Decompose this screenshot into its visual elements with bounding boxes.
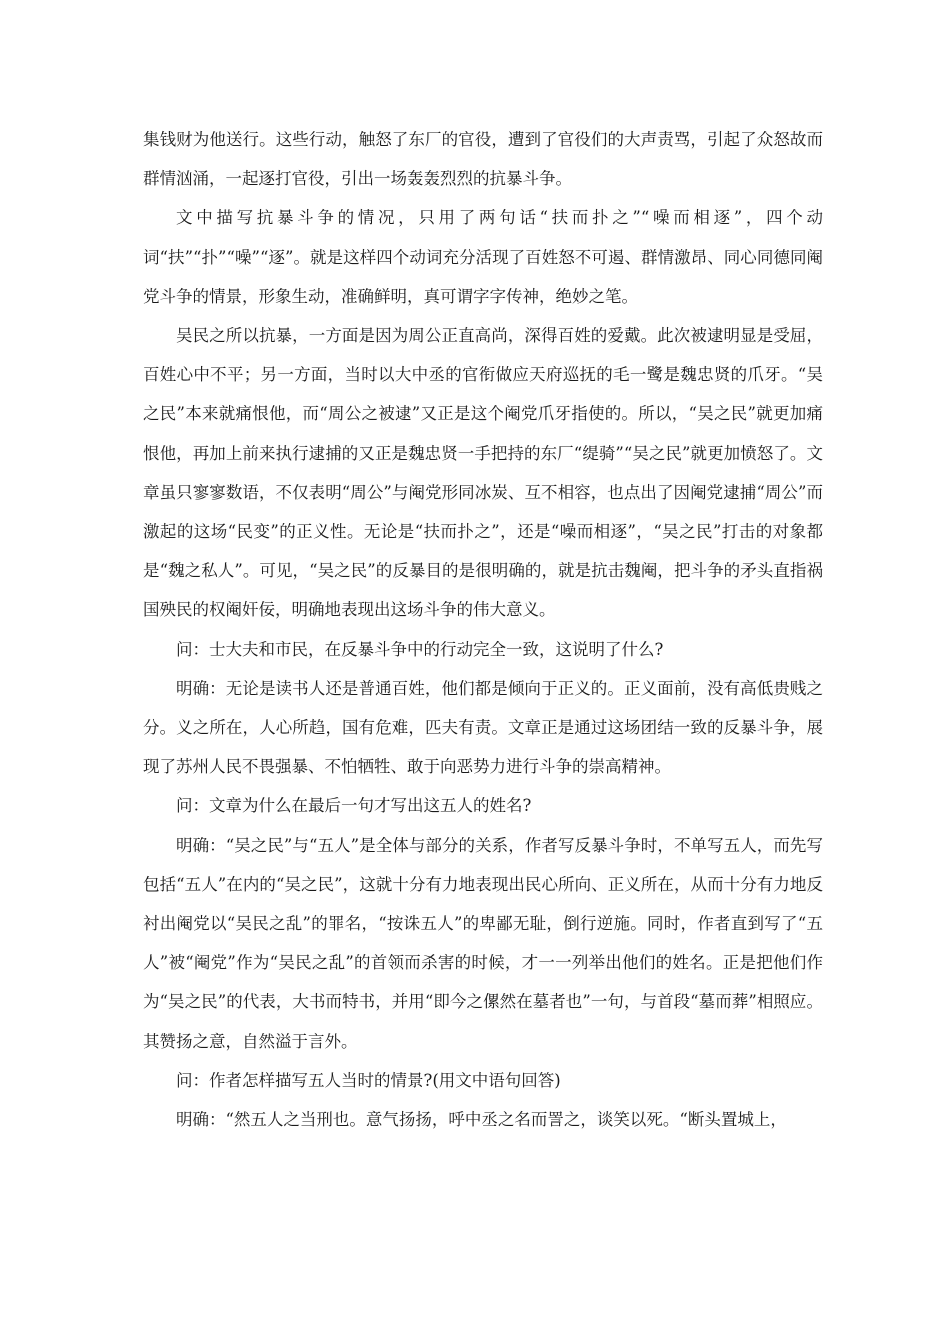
answer-execution-scene: 明确：“然五人之当刑也。意气扬扬，呼中丞之名而詈之，谈笑以死。“断头置城上， (176, 1110, 787, 1130)
paragraph-four-verbs: 文中描写抗暴斗争的情况，只用了两句话“扶而扑之”“噪而相逐”，四个动词“扶”“扑”“噪”“逐”。就是这样四个动词充分活现了百姓怒不可遏、群情激昂、同心同德同阉党斗争的情景，形象生动，准确鲜明，真可谓字字传神，绝妙之笔。 (143, 208, 823, 306)
question-names-at-end: 问：文章为什么在最后一句才写出这五人的姓名? (176, 796, 532, 816)
question-execution-scene: 问：作者怎样描写五人当时的情景?(用文中语句回答) (176, 1070, 561, 1090)
paragraph-reasons-for-resistance: 吴民之所以抗暴，一方面是因为周公正直高尚，深得百姓的爱戴。此次被逮明显是受屈，百姓心中不平；另一方面，当时以大中丞的官衔做应天府巡抚的毛一鹭是魏忠贤的爪牙。“吴之民”本来就痛恨他，而“周公之被逮”又正是这个阉党爪牙指使的。所以，“吴之民”就更加痛恨他，再加上前来执行逮捕的又正是魏忠贤一手把持的东厂“缇骑”“吴之民”就更加愤怒了。文章虽只寥寥数语，不仅表明“周公”与阉党形同冰炭、互不相容，也点出了因阉党逮捕“周公”而激起的这场“民变”的正义性。无论是“扶而扑之”，还是“噪而相逐”，“吴之民”打击的对象都是“魏之私人”。可见，“吴之民”的反暴目的是很明确的，就是抗击魏阉，把斗争的矛头直指祸国殃民的权阉奸佞，明确地表现出这场斗争的伟大意义。 (143, 326, 823, 620)
question-scholars-and-citizens: 问：士大夫和市民，在反暴斗争中的行动完全一致，这说明了什么? (176, 639, 664, 659)
paragraph-continued-farewell: 集钱财为他送行。这些行动，触怒了东厂的官役，遭到了官役们的大声责骂，引起了众怒故而群情汹涌，一起逐打官役，引出一场轰轰烈烈的抗暴斗争。 (143, 130, 823, 189)
answer-scholars-and-citizens: 明确：无论是读书人还是普通百姓，他们都是倾向于正义的。正义面前，没有高低贵贱之分。义之所在，人心所趋，国有危难，匹夫有责。文章正是通过这场团结一致的反暴斗争，展现了苏州人民不畏强暴、不怕牺牲、敢于向恶势力进行斗争的崇高精神。 (143, 678, 823, 777)
document-body (143, 120, 823, 1139)
answer-names-at-end: 明确：“吴之民”与“五人”是全体与部分的关系，作者写反暴斗争时，不单写五人，而先写包括“五人”在内的“吴之民”，这就十分有力地表现出民心所向、正义所在，从而十分有力地反衬出阉党以“吴民之乱”的罪名，“按诛五人”的卑鄙无耻，倒行逆施。同时，作者直到写了“五人”被“阉党”作为“吴民之乱”的首领而杀害的时候，才一一列举出他们的姓名。正是把他们作为“吴之民”的代表，大书而特书，并用“即今之傫然在墓者也”一句，与首段“墓而葬”相照应。其赞扬之意，自然溢于言外。 (143, 835, 823, 1051)
